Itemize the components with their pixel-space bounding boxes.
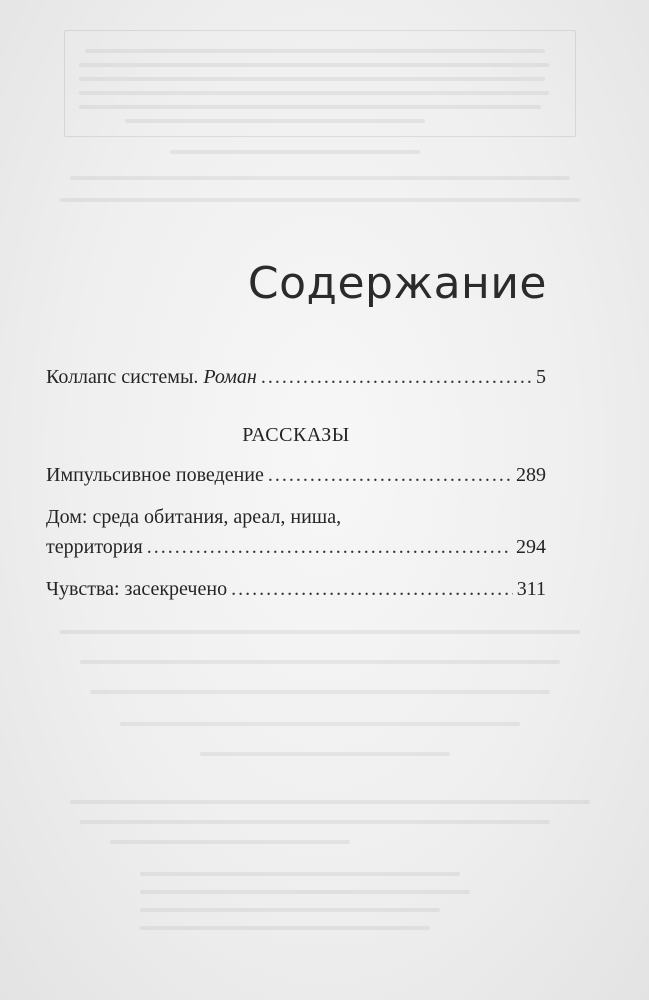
- toc-entry-title: Дом: среда обитания, ареал, ниша,: [46, 506, 342, 528]
- toc-entry-novel[interactable]: [46, 362, 546, 392]
- toc-entry-title: Коллапс системы. Роман: [46, 366, 257, 388]
- show-through-line: [140, 926, 430, 930]
- show-through-line: [79, 105, 541, 109]
- toc-page-number: 294: [516, 536, 546, 558]
- leader-dots: [268, 460, 512, 490]
- toc-page-number: 5: [536, 366, 546, 388]
- show-through-line: [200, 752, 450, 756]
- show-through-line: [79, 91, 549, 95]
- show-through-line: [60, 198, 580, 202]
- show-through-line: [70, 176, 570, 180]
- toc-entry-title: Чувства: засекречено: [46, 578, 228, 600]
- show-through-line: [110, 840, 350, 844]
- section-heading: РАССКАЗЫ: [242, 424, 350, 446]
- show-through-line: [140, 890, 470, 894]
- show-through-line: [170, 150, 420, 154]
- show-through-line: [125, 119, 425, 123]
- toc-page-number: 289: [516, 464, 546, 486]
- show-through-line: [60, 630, 580, 634]
- show-through-line: [120, 722, 520, 726]
- toc-entry-title-continued: территория: [46, 536, 143, 558]
- toc-entry-story[interactable]: [46, 574, 546, 604]
- toc-page-number: 311: [516, 578, 546, 600]
- show-through-line: [70, 800, 590, 804]
- show-through-line: [80, 820, 550, 824]
- toc-entry-title: Импульсивное поведение: [46, 464, 264, 486]
- table-of-contents: [46, 362, 546, 604]
- leader-dots: [231, 574, 513, 604]
- show-through-line: [140, 872, 460, 876]
- show-through-frame: [64, 30, 576, 137]
- show-through-line: [140, 908, 440, 912]
- show-through-line: [85, 49, 545, 53]
- show-through-line: [90, 690, 550, 694]
- leader-dots: [147, 532, 512, 562]
- show-through-line: [79, 63, 549, 67]
- show-through-line: [80, 660, 560, 664]
- toc-entry-story[interactable]: [46, 502, 546, 562]
- page-title: Содержание: [247, 258, 547, 309]
- toc-entry-story[interactable]: [46, 460, 546, 490]
- toc-entry-genre: Роман: [203, 366, 257, 388]
- show-through-line: [79, 77, 545, 81]
- leader-dots: [261, 362, 532, 392]
